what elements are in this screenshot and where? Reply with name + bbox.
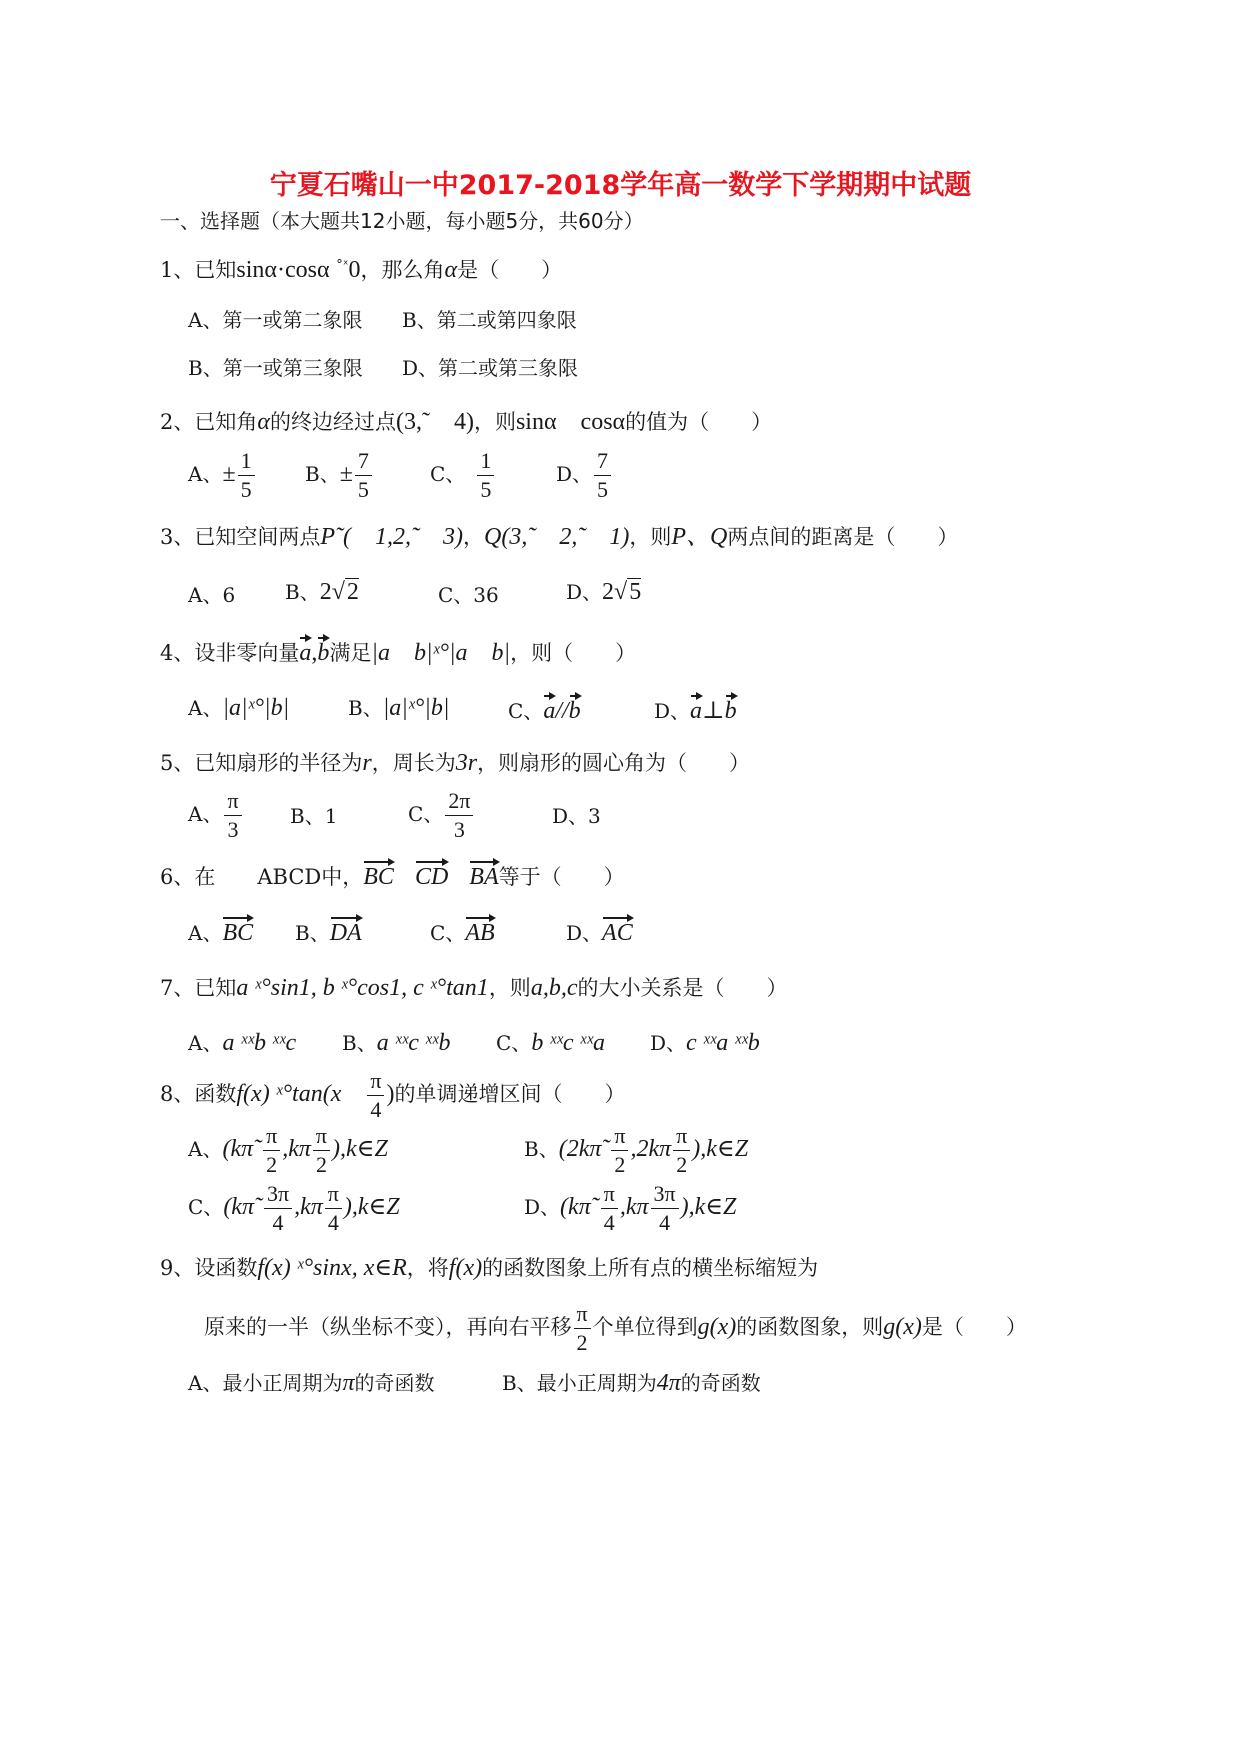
q2-c-label: C、	[430, 462, 456, 486]
section-heading: 一、选择题（本大题共12小题，每小题5分，共60分）	[160, 209, 644, 233]
q5-a-fraction	[224, 787, 241, 844]
q7-b-label: B、	[342, 1031, 377, 1055]
q3-b-radicand: 2	[346, 579, 359, 605]
q1-option-a: A、第一或第二象限	[188, 308, 363, 332]
question-2	[160, 401, 772, 436]
q8-d-n2: 3π	[651, 1180, 679, 1209]
q8-a-label: A、	[188, 1137, 223, 1161]
q8-a-d2: 2	[315, 1152, 327, 1177]
q9-line-2	[204, 1300, 1027, 1357]
q7-option-d	[650, 1027, 760, 1057]
q4-d-vec-a: a	[690, 692, 702, 725]
q4-vector-sep: ,	[311, 640, 318, 666]
q4-d-relation: ⊥	[702, 698, 725, 724]
q8-d-d2: 4	[659, 1210, 671, 1235]
q5-option-d: D、3	[552, 804, 601, 828]
q8-frac-den: 4	[370, 1097, 382, 1122]
q7-d-label: D、	[650, 1031, 687, 1055]
radical-sign-icon: √	[614, 579, 628, 605]
q2-option-c	[430, 447, 496, 504]
q9-line2-c: 的函数图象，则	[736, 1315, 884, 1339]
q2-point: (3,˜ 4)	[395, 409, 474, 435]
q8-b-d1: 2	[614, 1152, 626, 1177]
q6-option-b	[295, 914, 362, 947]
q8-b-frac2	[673, 1122, 690, 1179]
q8-c-label: C、	[188, 1195, 224, 1219]
q5-c-den: 3	[453, 817, 465, 842]
q5-a-label: A、	[188, 802, 223, 826]
q5-stem-c: ，则扇形的圆心角为（ ）	[477, 751, 751, 775]
q5-c-num: 2π	[445, 787, 473, 816]
q3-d-radicand: 5	[629, 579, 642, 605]
q7-a-label: A、	[188, 1031, 223, 1055]
q8-a-n1: π	[263, 1122, 280, 1151]
q8-c-d1: 4	[272, 1210, 284, 1235]
question-9	[160, 1252, 818, 1282]
q9-line2-d: 是（ ）	[921, 1315, 1027, 1339]
q5-option-b: B、1	[290, 804, 338, 828]
q2-alpha: α	[257, 409, 270, 435]
q2-d-fraction	[594, 447, 611, 504]
q9-stem-a: 9、设函数	[160, 1256, 258, 1280]
q7-stem-b: ，则	[488, 976, 531, 1000]
q7-option-a	[188, 1027, 296, 1057]
q7-abc: a,b,c	[530, 975, 578, 1001]
q8-function: f(x) ˣ°tan(x	[236, 1081, 366, 1107]
question-4	[160, 632, 636, 667]
q6-vector-bc: BC	[363, 858, 394, 891]
q5-a-den: 3	[227, 817, 239, 842]
q8-a-d1: 2	[266, 1152, 278, 1177]
q8-option-b	[524, 1122, 748, 1179]
q4-stem-c: ，则（ ）	[510, 641, 637, 665]
q2-option-d	[556, 447, 613, 504]
q3-option-b	[285, 576, 359, 606]
q2-d-label: D、	[556, 462, 593, 486]
q8-a-frac1	[263, 1122, 280, 1179]
q2-d-num: 7	[594, 447, 611, 476]
q9-stem-c: 的函数图象上所有点的横坐标缩短为	[482, 1256, 819, 1280]
q8-c-post: ),k∈Z	[343, 1194, 400, 1220]
q3-b-label: B、	[285, 580, 320, 604]
q8-d-mid: ,kπ	[619, 1194, 649, 1220]
q9-fx: f(x)	[448, 1255, 483, 1281]
q9-function: f(x) ˣ°sinx, x∈R	[257, 1255, 407, 1281]
q8-a-pre: (kπ˜	[222, 1136, 262, 1162]
q4-vector-a: a	[299, 634, 311, 667]
q8-c-mid: ,kπ	[294, 1194, 323, 1220]
q1-stem-b: ，那么角	[360, 258, 445, 282]
q9-gx-1: g(x)	[697, 1314, 737, 1340]
q3-stem-c: 两点间的距离是（ ）	[727, 525, 959, 549]
q8-d-frac1	[601, 1180, 618, 1237]
q3-point-p: P˜( 1,2,˜ 3)	[320, 524, 464, 550]
q9-fraction	[574, 1300, 591, 1357]
q2-a-den: 5	[240, 477, 252, 502]
q3-d-coef: 2	[602, 579, 615, 605]
q8-option-c	[188, 1180, 400, 1237]
q9-frac-den: 2	[576, 1330, 588, 1355]
question-3	[160, 516, 958, 551]
q4-option-d	[654, 692, 737, 725]
q8-b-label: B、	[524, 1137, 559, 1161]
q2-a-fraction	[238, 447, 255, 504]
q1-expr: sinα·cosα	[236, 257, 330, 283]
q8-c-n2: π	[325, 1180, 342, 1209]
q9-line2-b: 个单位得到	[592, 1315, 698, 1339]
q1-zero: 0	[348, 257, 361, 283]
q8-b-n1: π	[611, 1122, 628, 1151]
question-1	[160, 254, 562, 284]
q7-definitions: a ˣ°sin1, b ˣ°cos1, c ˣ°tan1	[236, 975, 489, 1001]
q4-option-b	[348, 692, 449, 722]
q8-d-label: D、	[524, 1195, 561, 1219]
q5-perimeter: 3r	[455, 750, 478, 776]
q9-a-period: π	[342, 1370, 355, 1396]
q8-fraction	[367, 1067, 384, 1124]
q1-option-b: B、第二或第四象限	[402, 308, 577, 332]
q7-d-expr: c ˣˣa ˣˣb	[686, 1030, 760, 1056]
q3-option-d	[566, 576, 641, 606]
q3-comma: ，	[463, 525, 485, 549]
q9-stem-b: ，将	[406, 1256, 449, 1280]
q9-b-text-a: B、最小正周期为	[502, 1371, 657, 1395]
q5-option-a	[188, 787, 244, 844]
q6-b-vector: DA	[330, 914, 362, 947]
q4-c-vec-a: a	[543, 692, 555, 725]
q2-c-den: 5	[480, 477, 492, 502]
question-7	[160, 972, 787, 1002]
q1-stem-a: 1、已知	[160, 258, 237, 282]
q7-c-label: C、	[496, 1031, 532, 1055]
q7-c-expr: b ˣˣc ˣˣa	[531, 1030, 606, 1056]
q4-d-vec-b: b	[725, 692, 737, 725]
q6-a-label: A、	[188, 921, 223, 945]
q3-b-coef: 2	[319, 579, 332, 605]
q9-option-b	[502, 1367, 761, 1397]
q1-option-c: B、第一或第三象限	[188, 356, 363, 380]
question-6	[160, 858, 625, 891]
q1-stem-c: 是（ ）	[457, 258, 563, 282]
q4-stem-b: 满足	[329, 641, 372, 665]
q6-option-d	[566, 914, 633, 947]
q9-a-text-b: 的奇函数	[354, 1371, 435, 1395]
q2-b-den: 5	[357, 477, 369, 502]
q8-b-mid: ,2kπ	[630, 1136, 672, 1162]
q5-stem-b: ，周长为	[371, 751, 456, 775]
q4-d-label: D、	[654, 699, 691, 723]
q2-c-num: 1	[477, 447, 494, 476]
q1-option-d: D、第二或第三象限	[402, 356, 579, 380]
q3-stem-b: ，则	[629, 525, 672, 549]
question-8	[160, 1067, 625, 1124]
q7-a-expr: a ˣˣb ˣˣc	[222, 1030, 297, 1056]
q3-point-q: Q(3,˜ 2,˜ 1)	[484, 524, 630, 550]
q8-b-d2: 2	[676, 1152, 688, 1177]
q8-b-pre: (2kπ˜	[558, 1136, 610, 1162]
q5-a-num: π	[224, 787, 241, 816]
q8-frac-num: π	[367, 1067, 384, 1096]
q7-option-b	[342, 1027, 450, 1057]
q6-vector-cd: CD	[415, 858, 448, 891]
q4-condition: |a b|ˣ°|a b|	[371, 640, 511, 666]
q7-stem-c: 的大小关系是（ ）	[577, 976, 788, 1000]
q5-c-label: C、	[408, 802, 444, 826]
q7-b-expr: a ˣˣc ˣˣb	[376, 1030, 451, 1056]
q8-c-frac2	[325, 1180, 342, 1237]
q4-a-label: A、	[188, 696, 223, 720]
q4-c-label: C、	[508, 699, 544, 723]
q2-b-fraction	[355, 447, 372, 504]
q2-a-pm: ±	[222, 461, 236, 487]
q9-frac-num: π	[574, 1300, 591, 1329]
radical-sign-icon: √	[331, 579, 345, 605]
q2-b-pm: ±	[339, 461, 353, 487]
q2-option-a	[188, 447, 257, 504]
q3-option-a: A、6	[188, 583, 236, 607]
q9-a-text-a: A、最小正周期为	[188, 1371, 343, 1395]
q2-d-den: 5	[597, 477, 609, 502]
q6-d-label: D、	[566, 921, 603, 945]
q6-stem-b: 等于（ ）	[498, 865, 625, 889]
q4-stem-a: 4、设非零向量	[160, 641, 300, 665]
q2-stem-b: 的终边经过点	[269, 410, 396, 434]
q8-d-frac2	[651, 1180, 679, 1237]
q7-option-c	[496, 1027, 605, 1057]
q2-stem-a: 2、已知角	[160, 410, 258, 434]
q9-line2-a: 原来的一半（纵坐标不变），再向右平移	[204, 1315, 572, 1339]
q8-option-a	[188, 1122, 388, 1179]
q4-a-expr: |a|ˣ°|b|	[222, 695, 290, 721]
q8-d-post: ),k∈Z	[680, 1194, 737, 1220]
page-title: 宁夏石嘴山一中2017-2018学年高一数学下学期期中试题	[269, 170, 972, 201]
q8-b-frac1	[611, 1122, 628, 1179]
q9-gx-2: g(x)	[883, 1314, 922, 1340]
q5-stem-a: 5、已知扇形的半径为	[160, 751, 363, 775]
q5-r: r	[362, 750, 372, 776]
q4-c-relation: //	[555, 698, 569, 724]
q3-stem-a: 3、已知空间两点	[160, 525, 321, 549]
q6-d-vector: AC	[602, 914, 633, 947]
q8-a-frac2	[313, 1122, 330, 1179]
question-5	[160, 747, 750, 777]
q2-c-fraction	[477, 447, 494, 504]
q9-option-a	[188, 1367, 434, 1397]
q6-a-vector: BC	[222, 914, 253, 947]
q5-c-fraction	[445, 787, 473, 844]
q8-close-paren: )	[386, 1081, 395, 1107]
q6-b-label: B、	[295, 921, 330, 945]
q8-a-n2: π	[313, 1122, 330, 1151]
q2-stem-c: ，则	[473, 410, 516, 434]
q3-option-c: C、36	[438, 583, 499, 607]
q8-option-d	[524, 1180, 736, 1237]
q8-d-d1: 4	[603, 1210, 615, 1235]
q4-b-label: B、	[348, 696, 383, 720]
q4-option-c	[508, 692, 581, 725]
q2-option-b	[305, 447, 374, 504]
q2-stem-d: 的值为（ ）	[625, 410, 773, 434]
q2-b-label: B、	[305, 462, 340, 486]
q2-expr: sinα cosα	[515, 409, 626, 435]
q8-c-pre: (kπ˜	[223, 1194, 262, 1220]
q4-b-expr: |a|ˣ°|b|	[382, 695, 450, 721]
q8-a-mid: ,kπ	[282, 1136, 311, 1162]
q8-stem-b: 的单调递增区间（ ）	[394, 1082, 626, 1106]
q1-relation-glyph: °ˣ	[336, 258, 349, 273]
q3-d-label: D、	[566, 580, 603, 604]
q6-stem-a: 6、在 ABCD中，	[160, 865, 364, 889]
q6-c-vector: AB	[465, 914, 494, 947]
q9-b-text-b: 的奇函数	[680, 1371, 761, 1395]
q2-a-num: 1	[238, 447, 255, 476]
q7-stem-a: 7、已知	[160, 976, 237, 1000]
q5-option-c	[408, 787, 475, 844]
q1-alpha: α	[444, 257, 458, 283]
q8-b-post: ),k∈Z	[692, 1136, 749, 1162]
q8-a-post: ),k∈Z	[332, 1136, 388, 1162]
q8-c-n1: 3π	[264, 1180, 292, 1209]
q6-c-label: C、	[430, 921, 466, 945]
q2-a-label: A、	[188, 462, 223, 486]
q4-c-vec-b: b	[569, 692, 581, 725]
q6-option-a	[188, 914, 253, 947]
q4-option-a	[188, 692, 289, 722]
q8-d-pre: (kπ˜	[560, 1194, 599, 1220]
q3-pq: P、Q	[671, 524, 728, 550]
q8-c-frac1	[264, 1180, 292, 1237]
q2-b-num: 7	[355, 447, 372, 476]
q8-b-n2: π	[673, 1122, 690, 1151]
q4-vector-b: b	[317, 634, 329, 667]
q8-stem-a: 8、函数	[160, 1082, 237, 1106]
q9-b-period: 4π	[656, 1370, 681, 1396]
q8-c-d2: 4	[327, 1210, 339, 1235]
q6-vector-ba: BA	[469, 858, 498, 891]
q6-option-c	[430, 914, 495, 947]
q8-d-n1: π	[601, 1180, 618, 1209]
